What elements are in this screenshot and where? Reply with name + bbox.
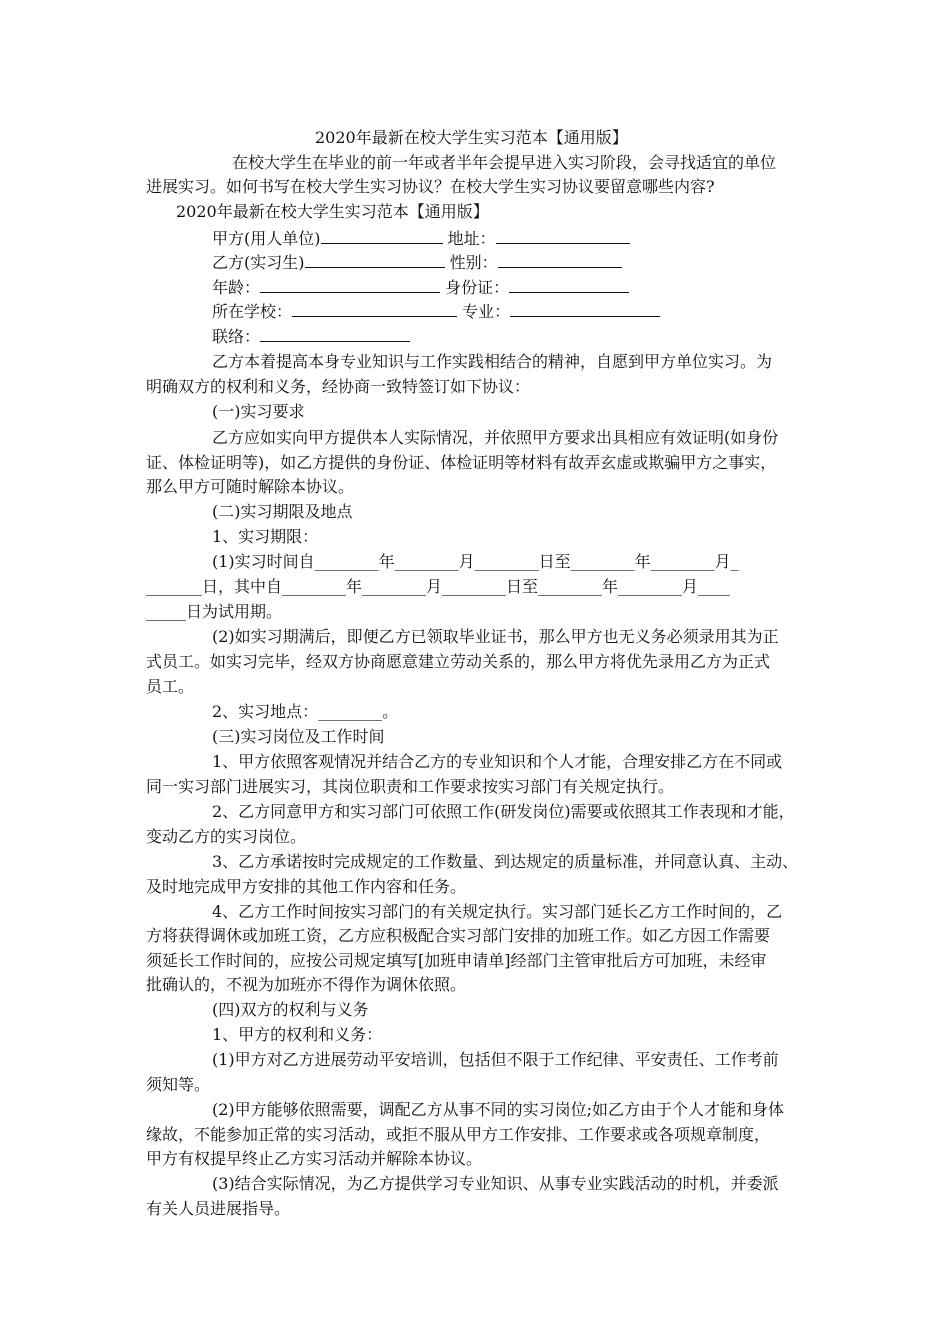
section-2-item-2: 2、实习地点：________。 xyxy=(212,702,399,721)
age-blank[interactable] xyxy=(260,275,440,293)
section-3-item-4-line-4: 批确认的，不视为加班亦不得作为调休依照。 xyxy=(146,975,467,994)
section-3-item-3-line-2: 及时地完成甲方安排的其他工作内容和任务。 xyxy=(146,877,467,896)
section-4-heading: (四)双方的权利与义务 xyxy=(212,1000,369,1019)
section-2-expiry-line-1: (2)如实习期满后，即便乙方已领取毕业证书，那么甲方也无义务必须录用其为正 xyxy=(212,627,779,646)
section-4-clause-3-line-1: (3)结合实际情况，为乙方提供学习专业知识、从事专业实践活动的时机，并委派 xyxy=(212,1174,779,1193)
section-1-line-2: 证、体检证明等)，如乙方提供的身份证、体检证明等材料有故弄玄虚或欺骗甲方之事实， xyxy=(146,453,777,472)
school-blank[interactable] xyxy=(292,299,457,317)
section-3-item-1-line-1: 1、甲方依照客观情况并结合乙方的专业知识和个人才能，合理安排乙方在不同或 xyxy=(212,752,783,771)
age-label: 年龄： xyxy=(212,278,261,297)
party-b-label: 乙方(实习生) xyxy=(212,253,305,272)
contact-blank[interactable] xyxy=(260,324,410,342)
section-3-item-2-line-2: 变动乙方的实习岗位。 xyxy=(146,827,307,846)
section-4-clause-1-line-1: (1)甲方对乙方进展劳动平安培训，包括但不限于工作纪律、平安责任、工作考前 xyxy=(212,1050,779,1069)
gender-label: 性别： xyxy=(449,253,498,272)
preamble-line-1: 乙方本着提高本身专业知识与工作实践相结合的精神，自愿到甲方单位实习。为 xyxy=(212,352,773,371)
form-row-school xyxy=(212,299,660,324)
section-3-item-4-line-2: 方将获得调休或加班工资，乙方应积极配合实习部门安排的加班工作。如乙方因工作需要 xyxy=(146,926,771,945)
section-3-item-2-line-1: 2、乙方同意甲方和实习部门可依照工作(研发岗位)需要或依照其工作表现和才能， xyxy=(212,802,795,821)
major-label: 专业： xyxy=(462,302,511,321)
section-4-clause-2-line-1: (2)甲方能够依照需要，调配乙方从事不同的实习岗位;如乙方由于个人才能和身体 xyxy=(212,1100,785,1119)
section-1-heading: (一)实习要求 xyxy=(212,402,305,421)
document-title: 2020年最新在校大学生实习范本【通用版】 xyxy=(315,128,628,147)
id-card-blank[interactable] xyxy=(509,275,629,293)
section-2-period-line-1: (1)实习时间自________年________月________日至________年________月_ xyxy=(212,552,739,571)
form-row-contact xyxy=(212,324,410,349)
section-4-clause-1-line-2: 须知等。 xyxy=(146,1075,211,1094)
section-1-line-3: 那么甲方可随时解除本协议。 xyxy=(146,477,355,496)
party-a-blank[interactable] xyxy=(321,226,443,244)
party-b-blank[interactable] xyxy=(305,250,445,268)
form-row-age xyxy=(212,275,629,300)
section-2-expiry-line-2: 式员工。如实习完毕，经双方协商愿意建立劳动关系的，那么甲方将优先录用乙方为正式 xyxy=(146,652,771,671)
section-3-item-3-line-1: 3、乙方承诺按时完成规定的工作数量、到达规定的质量标准，并同意认真、主动、 xyxy=(212,852,799,871)
section-4-clause-2-line-2: 缘故，不能参加正常的实习活动，或拒不服从甲方工作安排、工作要求或各项规章制度， xyxy=(146,1125,771,1144)
section-2-period-line-2: _______日，其中自________年________月________日至________年________月____ xyxy=(146,577,731,596)
major-blank[interactable] xyxy=(510,299,660,317)
section-2-heading: (二)实习期限及地点 xyxy=(212,502,353,521)
form-row-party-a xyxy=(212,226,630,251)
section-3-item-4-line-1: 4、乙方工作时间按实习部门的有关规定执行。实习部门延长乙方工作时间的，乙 xyxy=(212,902,783,921)
address-label: 地址： xyxy=(447,229,496,248)
id-card-label: 身份证： xyxy=(445,278,510,297)
form-row-party-b xyxy=(212,250,622,275)
section-4-item-1: 1、甲方的权利和义务： xyxy=(212,1025,383,1044)
section-3-heading: (三)实习岗位及工作时间 xyxy=(212,727,385,746)
section-4-clause-3-line-2: 有关人员进展指导。 xyxy=(146,1199,291,1218)
intro-line-1: 在校大学生在毕业的前一年或者半年会提早进入实习阶段，会寻找适宜的单位 xyxy=(232,153,777,172)
section-4-clause-2-line-3: 甲方有权提早终止乙方实习活动并解除本协议。 xyxy=(146,1149,483,1168)
preamble-line-2: 明确双方的权利和义务，经协商一致特签订如下协议： xyxy=(146,377,531,396)
intro-line-2: 进展实习。如何书写在校大学生实习协议？在校大学生实习协议要留意哪些内容? xyxy=(146,177,715,196)
section-3-item-1-line-2: 同一实习部门进展实习，其岗位职责和工作要求按实习部门有关规定执行。 xyxy=(146,777,675,796)
section-2-expiry-line-3: 员工。 xyxy=(146,677,195,696)
contact-label: 联络： xyxy=(212,327,261,346)
gender-blank[interactable] xyxy=(498,250,622,268)
school-label: 所在学校： xyxy=(212,302,293,321)
subtitle: 2020年最新在校大学生实习范本【通用版】 xyxy=(176,202,489,221)
address-blank[interactable] xyxy=(496,226,630,244)
party-a-label: 甲方(用人单位) xyxy=(212,229,321,248)
section-1-line-1: 乙方应如实向甲方提供本人实际情况，并依照甲方要求出具相应有效证明(如身份 xyxy=(212,428,779,447)
section-2-item-1: 1、实习期限： xyxy=(212,527,319,546)
section-3-item-4-line-3: 须延长工作时间的，应按公司规定填写[加班申请单]经部门主管审批后方可加班，未经审 xyxy=(146,951,767,970)
section-2-period-line-3: _____日为试用期。 xyxy=(146,602,283,621)
